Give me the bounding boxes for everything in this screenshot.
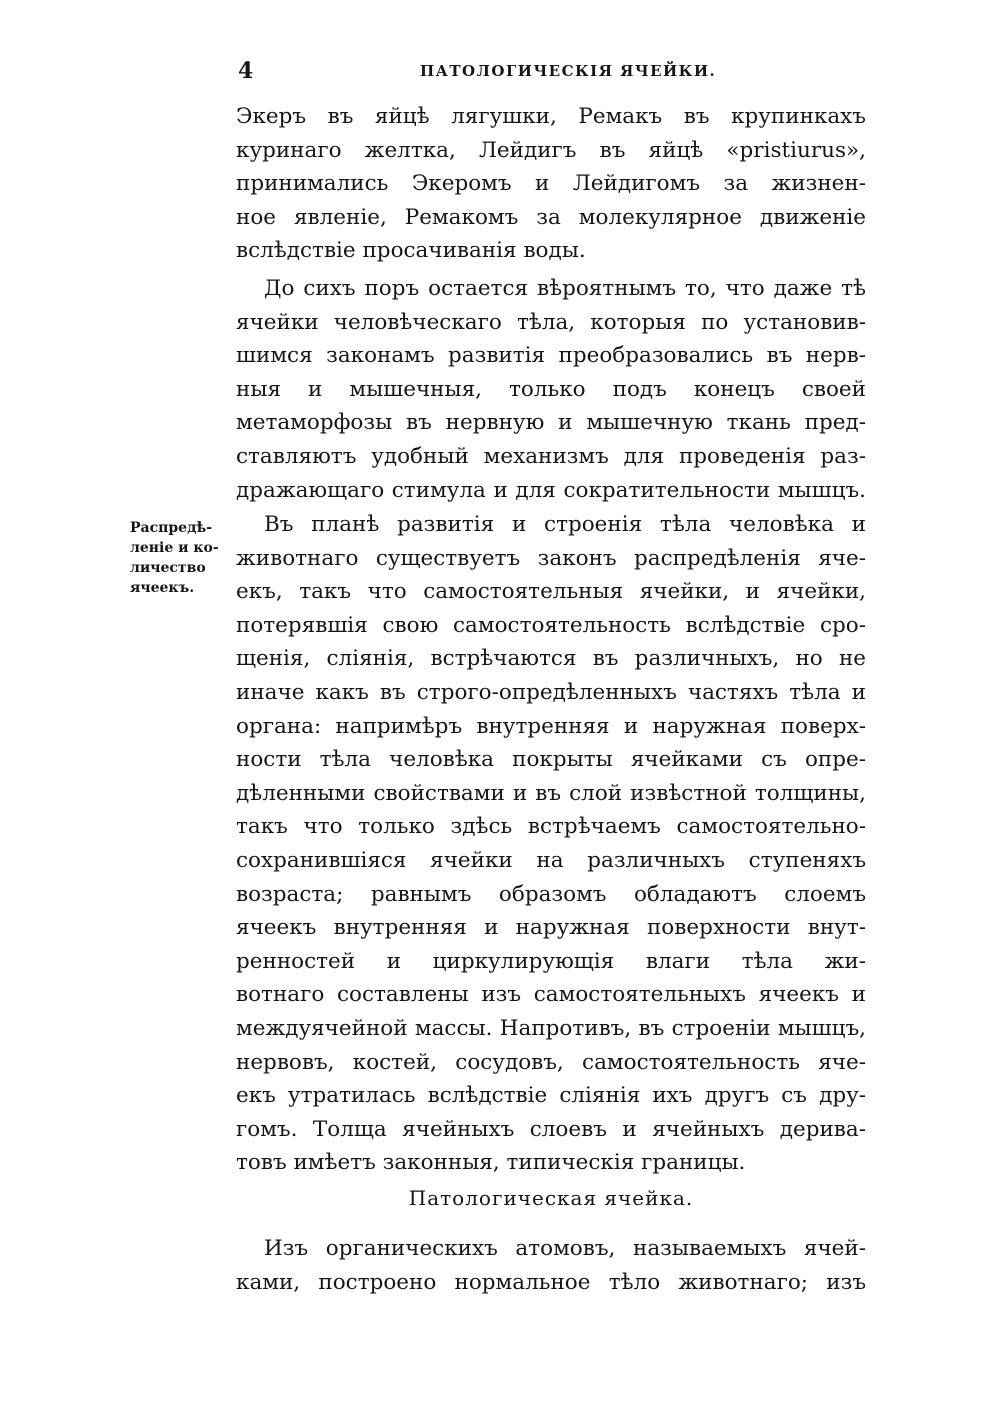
text-line: вслѣдствіе просачиванія воды.	[236, 238, 586, 264]
paragraph-2	[236, 272, 866, 507]
text-line: вотнаго составлены изъ самостоятельныхъ ячеекъ и	[236, 982, 866, 1008]
text-line: ныя и мышечныя, только подъ конецъ своей	[236, 376, 866, 402]
text-line: принимались Экеромъ и Лейдигомъ за жизнен-	[236, 171, 866, 197]
text-line: шимся законамъ развитія преобразовались въ нерв-	[236, 343, 866, 369]
text-line: междуячейной массы. Напротивъ, въ строеніи мышцъ,	[236, 1015, 866, 1041]
page-number: 4	[238, 58, 254, 84]
text-line: дражающаго стимула и для сократительности мышцъ.	[236, 477, 866, 503]
paragraph-3	[236, 508, 866, 1180]
text-line: нервовъ, костей, сосудовъ, самостоятельность яче-	[236, 1049, 866, 1075]
text-line: сохранившіяся ячейки на различныхъ ступеняхъ	[236, 847, 866, 873]
running-title: ПАТОЛОГИЧЕСКІЯ ЯЧЕЙКИ.	[420, 62, 717, 80]
text-line: возраста; равнымъ образомъ обладаютъ слоемъ	[236, 881, 866, 907]
text-line: гомъ. Толща ячейныхъ слоевъ и ячейныхъ дерива-	[236, 1116, 866, 1142]
text-line: ное явленіе, Ремакомъ за молекулярное движеніе	[236, 204, 866, 230]
text-line: щенія, сліянія, встрѣчаются въ различныхъ, но не	[236, 646, 866, 672]
margin-note	[130, 518, 230, 598]
paragraph-1	[236, 100, 866, 268]
text-line: метаморфозы въ нервную и мышечную ткань пред-	[236, 410, 866, 436]
text-line: ячеекъ внутренняя и наружная поверхности внут-	[236, 915, 866, 941]
text-line: потерявшія свою самостоятельность вслѣдствіе сро-	[236, 612, 866, 638]
section-heading: Патологическая ячейка.	[408, 1186, 694, 1210]
text-line: Въ планѣ развитія и строенія тѣла человѣка и	[264, 512, 866, 537]
margin-note-line: личество	[130, 560, 206, 576]
text-line: ренностей и циркулирующія влаги тѣла жи-	[236, 948, 866, 974]
text-line: ячейки человѣческаго тѣла, которыя по установив-	[236, 309, 866, 335]
text-line: товъ имѣетъ законныя, типическія границы.	[236, 1150, 746, 1176]
text-line: ставляютъ удобный механизмъ для проведенія раз-	[236, 443, 866, 469]
text-line: иначе какъ въ строго-опредѣленныхъ частяхъ тѣла и	[236, 679, 866, 705]
margin-note-line: Распредѣ-	[130, 520, 213, 536]
margin-note-line: леніе и ко-	[130, 540, 219, 556]
text-line: животнаго существуетъ законъ распредѣленія яче-	[236, 545, 866, 571]
text-line: органа: напримѣръ внутренняя и наружная поверх-	[236, 713, 866, 739]
text-line: Экеръ въ яйцѣ лягушки, Ремакъ въ крупинкахъ	[236, 104, 866, 129]
text-line: екъ, такъ что самостоятельныя ячейки, и ячейки,	[236, 579, 866, 605]
text-line: Изъ органическихъ атомовъ, называемыхъ ячей-	[264, 1236, 866, 1261]
text-line: куринаго желтка, Лейдигъ въ яйцѣ «pristiurus»,	[236, 137, 866, 163]
text-line: ками, построено нормальное тѣло животнаго; изъ	[236, 1269, 866, 1295]
text-line: дѣленными свойствами и въ слой извѣстной толщины,	[236, 780, 866, 806]
text-line: такъ что только здѣсь встрѣчаемъ самостоятельно-	[236, 814, 866, 840]
text-line: До сихъ поръ остается вѣроятнымъ то, что даже тѣ	[264, 276, 866, 301]
text-line: екъ утратилась вслѣдствіе сліянія ихъ другъ съ дру-	[236, 1083, 866, 1109]
paragraph-4	[236, 1232, 866, 1299]
text-line: ности тѣла человѣка покрыты ячейками съ опре-	[236, 747, 866, 773]
margin-note-line: ячеекъ.	[130, 580, 195, 596]
